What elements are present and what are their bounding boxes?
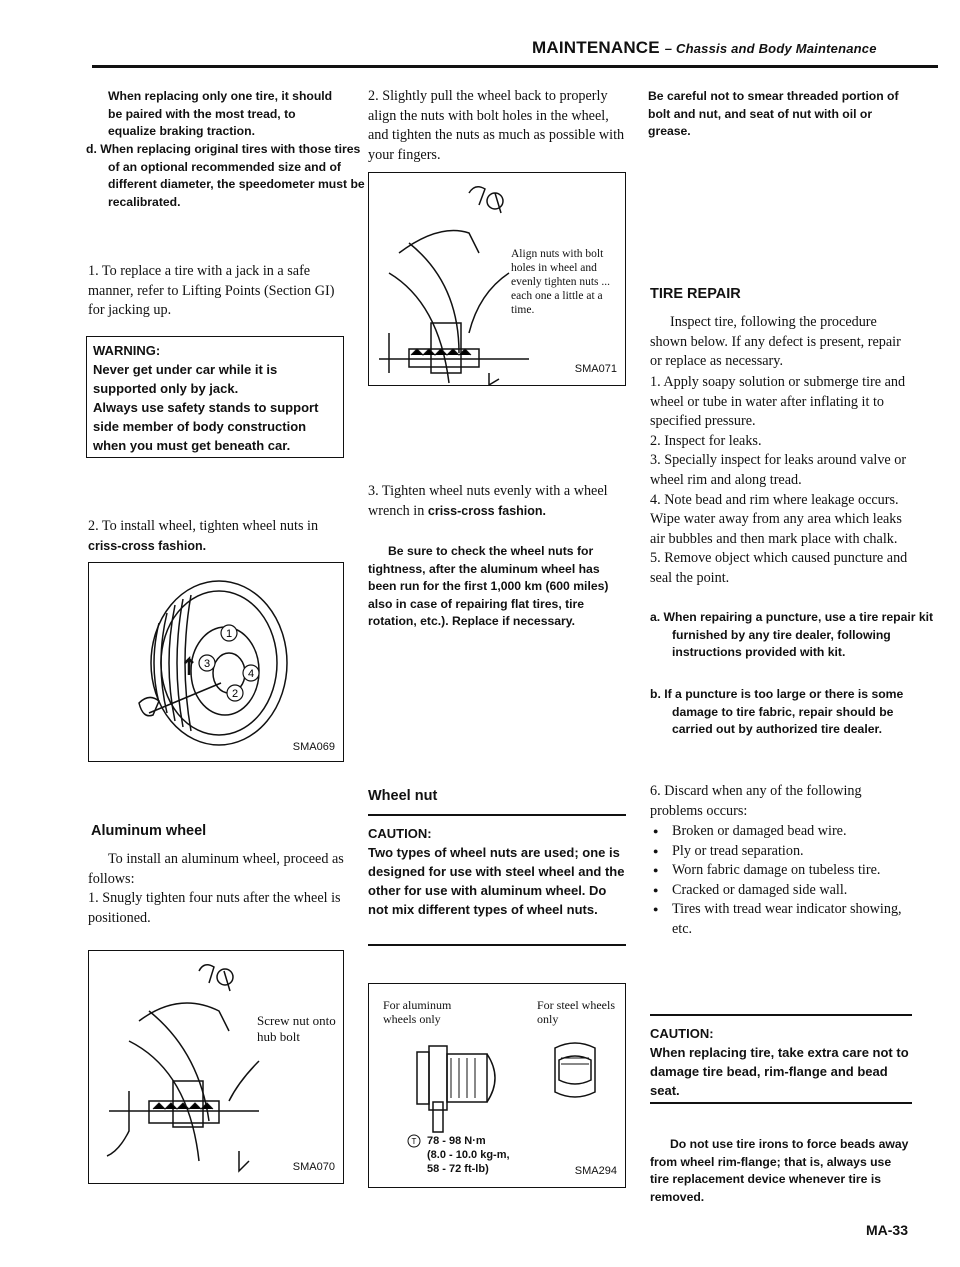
bullet-item: ● Worn fabric damage on tubeless tire. <box>650 861 912 881</box>
header-title: MAINTENANCE <box>532 38 660 57</box>
col3-caution-rule-top <box>650 1014 912 1016</box>
col2-p3: Be sure to check the wheel nuts for tightness, after the aluminum wheel has been run for the first 1,000 km (600 miles) also in case of repairing flat tires, tire rotation, etc.). Replace if necessary. <box>368 544 609 629</box>
col3-step5: 5. Remove object which caused puncture and seal the point. <box>650 550 908 586</box>
col1-p2: d. When replacing original tires with those tires of an optional recommended size and of different diameter, the speedometer must be recalibrated. <box>86 142 365 209</box>
fig4-torque <box>427 1134 510 1176</box>
svg-text:T: T <box>411 1137 417 1146</box>
fig4-torque-kgm: (8.0 - 10.0 kg-m, <box>427 1149 510 1161</box>
col3-caution-rule-bottom <box>650 1102 912 1104</box>
col1-p4a: 2. To install wheel, tighten wheel nuts in <box>88 518 319 534</box>
col1-p4 <box>88 517 346 556</box>
col3-step6: 6. Discard when any of the following problems occurs: <box>650 783 862 819</box>
svg-text:3: 3 <box>203 658 211 670</box>
fig2-label: Screw nut onto hub bolt <box>257 1013 336 1044</box>
wheel-nut-heading: Wheel nut <box>368 788 438 804</box>
col2-caution-title: CAUTION: <box>368 826 432 841</box>
fig4-right-label: For steel wheels only <box>537 998 615 1026</box>
figure-code-sma071: SMA071 <box>574 363 617 375</box>
col1-p4b: criss-cross fashion. <box>88 538 207 553</box>
col3-step4: 4. Note bead and rim where leakage occurs. Wipe water away from any area which leaks air bubbles and then mark place with chalk. <box>650 491 902 547</box>
col2-p1: 2. Slightly pull the wheel back to properly align the nuts with bolt holes in the wheel, and tighten the nuts as much as possible with your fingers. <box>368 88 625 163</box>
tire-wrench-illustration <box>89 563 344 762</box>
page-header <box>532 38 877 58</box>
page-number: MA-33 <box>866 1222 909 1238</box>
col1-p5: To install an aluminum wheel, proceed as follows: <box>88 851 344 887</box>
col2-caution <box>368 824 626 919</box>
col3-note-b: b. If a puncture is too large or there is some damage to tire fabric, repair should be carried out by authorized tire dealer. <box>650 687 904 737</box>
svg-text:4: 4 <box>247 668 255 680</box>
svg-text:2: 2 <box>231 688 239 700</box>
caution-rule-bottom <box>368 944 626 946</box>
col1-p1: When replacing only one tire, it should be paired with the most tread, to equalize braking traction. <box>108 89 333 139</box>
aluminum-wheel-heading: Aluminum wheel <box>91 823 207 839</box>
col3-step2: 2. Inspect for leaks. <box>650 432 762 449</box>
col3-p2: Inspect tire, following the procedure shown below. If any defect is present, repair or replace as necessary. <box>650 314 901 370</box>
figure-sma070 <box>88 950 344 1184</box>
header-subtitle: – Chassis and Body Maintenance <box>664 41 877 56</box>
warning-box <box>86 336 344 458</box>
fig4-torque-ftlb: 58 - 72 ft-lb) <box>427 1163 489 1175</box>
warning-line1: Never get under car while it is supported only by jack. <box>93 362 278 396</box>
warning-line2: Always use safety stands to support side member of body construction when you must get beneath car. <box>93 400 319 453</box>
header-rule <box>92 65 938 68</box>
col3-steps <box>650 373 912 589</box>
caution-rule-top <box>368 814 626 816</box>
col3-caution <box>650 1024 912 1100</box>
col3-step3: 3. Specially inspect for leaks around valve or wheel rim and along tread. <box>650 452 907 488</box>
warning-title: WARNING: <box>93 343 161 358</box>
bullet-item: ● Ply or tread separation. <box>650 842 912 862</box>
col3-p1: Be careful not to smear threaded portion of bolt and nut, and seat of nut with oil or grease. <box>648 89 899 139</box>
col3-note-a: a. When repairing a puncture, use a tire repair kit furnished by any tire dealer, following instructions provided with kit. <box>650 610 934 660</box>
col2-p2 <box>368 482 626 521</box>
bullet-item: ● Cracked or damaged side wall. <box>650 881 912 901</box>
col1-p3: 1. To replace a tire with a jack in a safe manner, refer to Lifting Points (Section GI) for jacking up. <box>88 263 335 319</box>
svg-text:1: 1 <box>225 628 233 640</box>
fig3-label: Align nuts with bolt holes in wheel and evenly tighten nuts ... each one a little at a time. <box>511 248 611 316</box>
col3-step1: 1. Apply soapy solution or submerge tire and wheel or tube in water after inflating it to specified pressure. <box>650 374 906 430</box>
col1-p6: 1. Snugly tighten four nuts after the wheel is positioned. <box>88 890 341 926</box>
figure-code-sma070: SMA070 <box>292 1161 335 1173</box>
figure-sma294 <box>368 983 626 1188</box>
figure-code-sma294: SMA294 <box>574 1165 617 1177</box>
bullet-item: ● Broken or damaged bead wire. <box>650 822 912 842</box>
fig4-torque-nm: 78 - 98 N·m <box>427 1135 486 1147</box>
bullet-item: ● Tires with tread wear indicator showing, etc. <box>650 900 912 939</box>
figure-sma069 <box>88 562 344 762</box>
tire-repair-heading: TIRE REPAIR <box>650 286 741 302</box>
col3-caution-text: When replacing tire, take extra care not to damage tire bead, rim-flange and bead seat. <box>650 1045 909 1098</box>
nut-hub-illustration <box>89 951 344 1184</box>
col3-caution-title: CAUTION: <box>650 1026 714 1041</box>
figure-code-sma069: SMA069 <box>292 741 335 753</box>
col2-p2b: criss-cross fashion. <box>427 503 546 518</box>
fig4-left-label: For aluminum wheels only <box>383 998 452 1026</box>
figure-sma071 <box>368 172 626 386</box>
col3-last: Do not use tire irons to force beads away from wheel rim-flange; that is, always use tire replacement device whenever tire is removed. <box>650 1137 909 1204</box>
col2-caution-text: Two types of wheel nuts are used; one is designed for use with steel wheel and the other for use with aluminum wheel. Do not mix different types of wheel nuts. <box>368 845 625 917</box>
col3-bullets <box>650 822 912 940</box>
col2-p2a: 3. Tighten wheel nuts evenly with a wheel wrench in <box>368 483 608 519</box>
